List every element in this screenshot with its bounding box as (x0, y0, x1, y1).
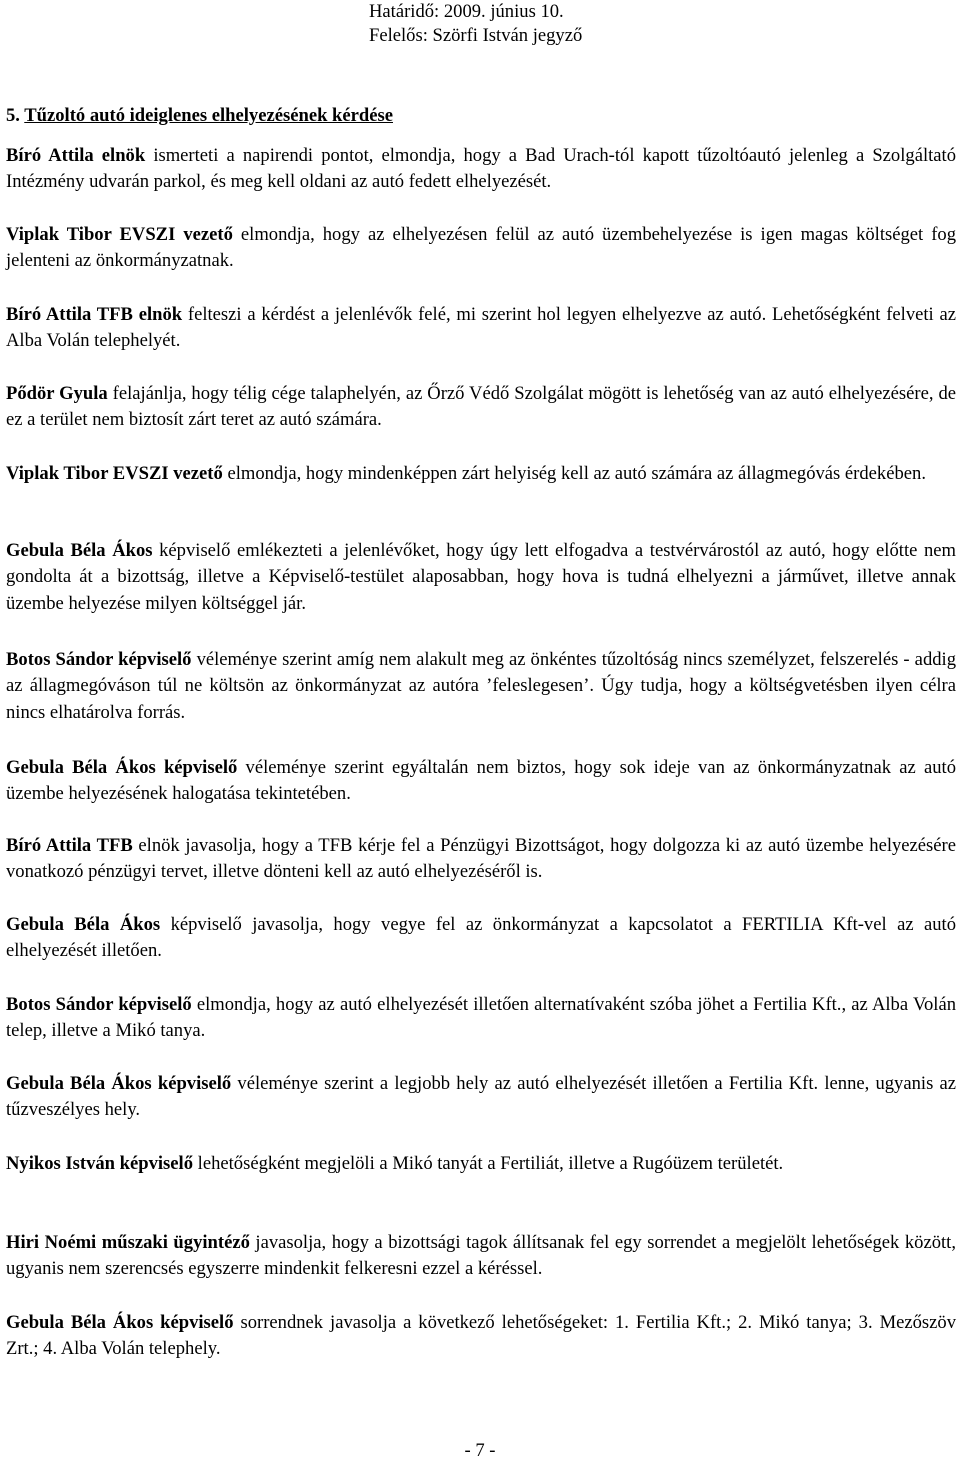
paragraph-10 (6, 992, 956, 1045)
speaker-name: Bíró Attila TFB (6, 835, 133, 856)
paragraph-3 (6, 381, 956, 434)
section-number: 5. (6, 105, 20, 126)
paragraph-text: felteszi a kérdést a jelenlévők felé, mi szerint hol legyen elhelyezve az autó. Lehetőségként felveti az Alba Volán telephelyét. (6, 304, 956, 352)
paragraph-text: véleménye szerint a legjobb hely az autó elhelyezését illetően a Fertilia Kft. lenne, ugyanis az tűzveszélyes hely. (6, 1073, 957, 1121)
document-header (369, 0, 582, 48)
paragraph-text: képviselő javasolja, hogy vegye fel az önkormányzat a kapcsolatot a FERTILIA Kft-vel az autó elhelyezését illetően. (6, 914, 957, 962)
paragraph-7 (6, 755, 956, 808)
speaker-name: Gebula Béla Ákos képviselő (6, 1073, 232, 1094)
paragraph-4 (6, 461, 956, 487)
paragraph-1 (6, 222, 956, 275)
paragraph-0 (6, 143, 956, 196)
paragraph-8 (6, 833, 956, 886)
paragraph-13 (6, 1230, 956, 1283)
speaker-name: Pődör Gyula (6, 383, 108, 404)
paragraph-14 (6, 1310, 956, 1363)
speaker-name: Botos Sándor képviselő (6, 994, 192, 1015)
speaker-name: Viplak Tibor EVSZI vezető (6, 463, 223, 484)
paragraph-5 (6, 538, 956, 617)
speaker-name: Gebula Béla Ákos (6, 540, 153, 561)
paragraph-2 (6, 302, 956, 355)
paragraph-text: képviselő emlékezteti a jelenlévőket, hogy úgy lett elfogadva a testvérvárostól az autó, hogy előtte nem gondolta át a bizottság, illetve a Képviselő-testület alaposabban, hogy hova is tudná elhelyezni a járművet, illetve annak üzembe helyezése milyen költséggel jár. (6, 540, 956, 614)
paragraph-text: elmondja, hogy az elhelyezésen felül az autó üzembehelyezése is igen magas költséget fog jelenteni az önkormányzatnak. (6, 224, 957, 272)
paragraph-6 (6, 647, 956, 726)
paragraph-text: véleménye szerint amíg nem alakult meg az önkéntes tűzoltóság nincs személyzet, felszerelés - addig az állagmegóváson túl ne költsön az önkormányzat az autóra ’feleslegesen’. Úgy tudja, hogy a költségvetésben ilyen célra nincs elhatárolva forrás. (6, 649, 956, 723)
page-number: - 7 - (464, 1440, 496, 1461)
paragraph-text: lehetőségként megjelöli a Mikó tanyát a Fertiliát, illetve a Rugóüzem területét. (193, 1153, 784, 1174)
speaker-name: Bíró Attila elnök (6, 145, 146, 166)
section-title: Tűzoltó autó ideiglenes elhelyezésének kérdése (24, 105, 393, 126)
paragraph-text: elnök javasolja, hogy a TFB kérje fel a Pénzügyi Bizottságot, hogy dolgozza ki az autó üzembe helyezésére vonatkozó pénzügyi tervet, illetve dönteni kell az autó elhelyezéséről is. (6, 835, 956, 883)
paragraph-text: javasolja, hogy a bizottsági tagok állítsanak fel egy sorrendet a megjelölt lehetőségek között, ugyanis nem szerencsés egyszerre mindenkit felkeresni ezzel a kéréssel. (6, 1232, 956, 1280)
speaker-name: Viplak Tibor EVSZI vezető (6, 224, 233, 245)
speaker-name: Hiri Noémi műszaki ügyintéző (6, 1232, 250, 1253)
speaker-name: Gebula Béla Ákos képviselő (6, 757, 238, 778)
speaker-name: Bíró Attila TFB elnök (6, 304, 183, 325)
deadline-line: Határidő: 2009. június 10. (369, 1, 564, 22)
paragraph-11 (6, 1071, 956, 1124)
paragraph-text: felajánlja, hogy télig cége talaphelyén, az Őrző Védő Szolgálat mögött is lehetőség van az autó elhelyezésére, de ez a terület nem biztosít zárt teret az autó számára. (6, 383, 957, 431)
speaker-name: Gebula Béla Ákos képviselő (6, 1312, 234, 1333)
speaker-name: Gebula Béla Ákos (6, 914, 161, 935)
paragraph-text: véleménye szerint egyáltalán nem biztos, hogy sok ideje van az önkormányzatnak az autó üzembe helyezésének halogatása tekintetében. (6, 757, 956, 805)
section-heading (6, 104, 393, 128)
paragraph-12 (6, 1151, 956, 1177)
speaker-name: Botos Sándor képviselő (6, 649, 192, 670)
speaker-name: Nyikos István képviselő (6, 1153, 194, 1174)
paragraph-text: elmondja, hogy az autó elhelyezését illetően alternatívaként szóba jöhet a Fertilia Kft., az Alba Volán telep, illetve a Mikó tanya. (6, 994, 956, 1042)
paragraph-9 (6, 912, 956, 965)
paragraph-text: ismerteti a napirendi pontot, elmondja, hogy a Bad Urach-tól kapott tűzoltóautó jelenleg a Szolgáltató Intézmény udvarán parkol, és meg kell oldani az autó fedett elhelyezését. (6, 145, 956, 193)
responsible-line: Felelős: Szörfi István jegyző (369, 25, 583, 46)
paragraph-text: elmondja, hogy mindenképpen zárt helyiség kell az autó számára az állagmegóvás érdekében. (222, 463, 926, 484)
paragraph-text: sorrendnek javasolja a következő lehetőségeket: 1. Fertilia Kft.; 2. Mikó tanya; 3. Mezőszöv Zrt.; 4. Alba Volán telephely. (6, 1312, 956, 1360)
